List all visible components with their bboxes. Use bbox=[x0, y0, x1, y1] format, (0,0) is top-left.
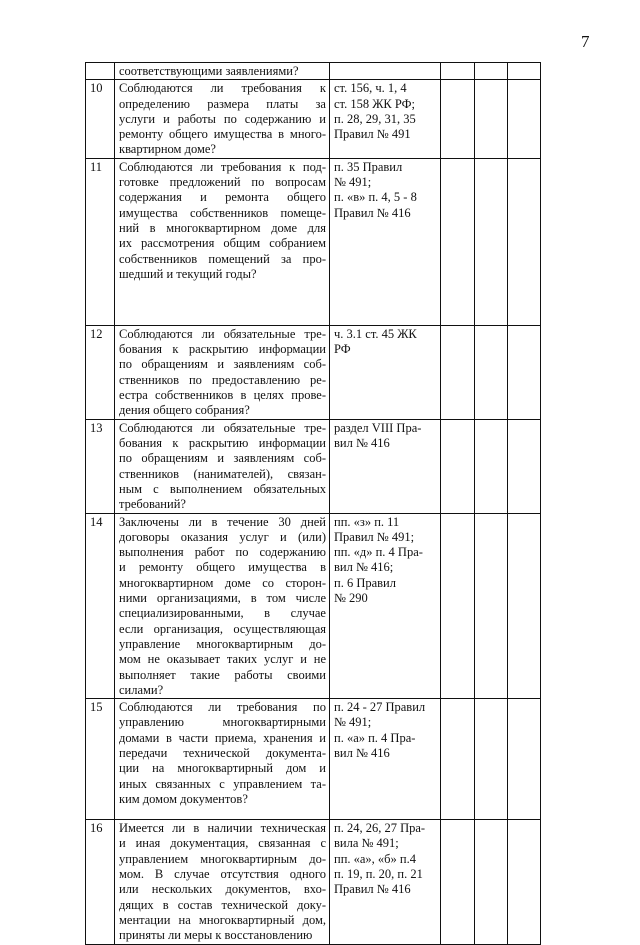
table-row bbox=[86, 325, 541, 419]
question-text-line: управлением многоквартирным до- bbox=[119, 851, 326, 866]
checklist-body bbox=[86, 63, 541, 945]
answer-na-cell bbox=[508, 820, 541, 944]
legal-reference-line: РФ bbox=[334, 342, 351, 357]
legal-reference-line: ст. 158 ЖК РФ; bbox=[334, 96, 415, 111]
question-cell bbox=[115, 158, 330, 325]
legal-reference-line: п. 24 - 27 Правил bbox=[334, 700, 426, 715]
legal-reference-line: вил № 416; bbox=[334, 560, 394, 575]
legal-reference-line: п. «а» п. 4 Пра- bbox=[334, 730, 416, 745]
question-text-line: домами в части приема, хранения и bbox=[119, 730, 326, 745]
answer-no-cell bbox=[475, 699, 508, 820]
question-text-line: по обращениям и заявлениям соб- bbox=[119, 451, 326, 466]
question-text-line: управление многоквартирным до- bbox=[119, 636, 326, 651]
question-text-line: Заключены ли в течение 30 дней bbox=[119, 514, 326, 529]
legal-reference-line: Правил № 416 bbox=[334, 205, 411, 220]
answer-yes-cell bbox=[441, 325, 475, 419]
legal-reference-line: Правил № 491; bbox=[334, 529, 415, 544]
question-text-line: собственников помещений за про- bbox=[119, 251, 326, 266]
answer-no-cell bbox=[475, 80, 508, 158]
row-number-cell bbox=[86, 80, 115, 158]
answer-no-cell bbox=[475, 513, 508, 699]
question-text-line: Соблюдаются ли обязательные тре- bbox=[119, 420, 326, 435]
row-number: 16 bbox=[90, 821, 103, 836]
legal-reference-line: п. 24, 26, 27 Пра- bbox=[334, 821, 426, 836]
question-text-line: Соблюдаются ли требования к под- bbox=[119, 159, 326, 174]
question-text-line: ким домом документов? bbox=[119, 791, 248, 806]
row-number-cell bbox=[86, 513, 115, 699]
legal-reference-cell bbox=[330, 158, 441, 325]
question-text-line: квартирном доме? bbox=[119, 142, 216, 157]
answer-na-cell bbox=[508, 63, 541, 80]
question-text-line: соответствующими заявлениями? bbox=[119, 64, 299, 78]
question-text-line: силами? bbox=[119, 682, 164, 697]
question-cell bbox=[115, 325, 330, 419]
answer-na-cell bbox=[508, 325, 541, 419]
answer-no-cell bbox=[475, 158, 508, 325]
legal-reference-line: п. 28, 29, 31, 35 bbox=[334, 111, 416, 126]
question-text-line: договоры оказания услуг и (или) bbox=[119, 529, 326, 544]
question-text-line: ным с выполнением обязательных bbox=[119, 481, 326, 496]
question-text-line: и ремонту общего имущества в bbox=[119, 560, 326, 575]
legal-reference-line: № 290 bbox=[334, 591, 368, 606]
question-cell bbox=[115, 63, 330, 80]
answer-na-cell bbox=[508, 419, 541, 513]
legal-reference-line: п. «в» п. 4, 5 - 8 bbox=[334, 190, 417, 205]
legal-reference-line: вила № 491; bbox=[334, 836, 399, 851]
question-text-line: ремонту общего имущества в много- bbox=[119, 127, 326, 142]
question-text-line: мом. В случае отсутствия одного bbox=[119, 867, 326, 882]
row-number-cell bbox=[86, 325, 115, 419]
answer-no-cell bbox=[475, 419, 508, 513]
row-number: 14 bbox=[90, 514, 103, 529]
legal-reference-line: Правил № 416 bbox=[334, 882, 411, 897]
legal-reference-cell bbox=[330, 820, 441, 944]
question-text-line: передачи технической документа- bbox=[119, 746, 326, 761]
question-text-line: ментации на многоквартирный дом, bbox=[119, 912, 326, 927]
question-text-line: дящих в состав технической доку- bbox=[119, 897, 326, 912]
question-text-line: дения общего собрания? bbox=[119, 403, 250, 418]
answer-na-cell bbox=[508, 699, 541, 820]
answer-yes-cell bbox=[441, 80, 475, 158]
table-row bbox=[86, 158, 541, 325]
answer-yes-cell bbox=[441, 63, 475, 80]
question-text-line: их рассмотрения общим собранием bbox=[119, 236, 326, 251]
question-cell bbox=[115, 820, 330, 944]
page-number: 7 bbox=[581, 32, 590, 51]
table-row bbox=[86, 699, 541, 820]
question-cell bbox=[115, 80, 330, 158]
question-text-line: бования к раскрытию информации bbox=[119, 436, 326, 451]
row-number: 13 bbox=[90, 420, 103, 435]
question-text-line: содержания и ремонта общего bbox=[119, 190, 326, 205]
question-text-line: имущества собственников помеще- bbox=[119, 205, 326, 220]
legal-reference-cell bbox=[330, 325, 441, 419]
question-text-line: выполнения работ по содержанию bbox=[119, 545, 326, 560]
question-text-line: бования к раскрытию информации bbox=[119, 342, 326, 357]
legal-reference-line: № 491; bbox=[334, 715, 372, 730]
legal-reference-cell bbox=[330, 513, 441, 699]
question-text-line: или нескольких документов, вхо- bbox=[119, 882, 326, 897]
legal-reference-line: пп. «д» п. 4 Пра- bbox=[334, 545, 423, 560]
legal-reference-line: п. 19, п. 20, п. 21 bbox=[334, 867, 423, 882]
legal-reference-cell bbox=[330, 699, 441, 820]
answer-no-cell bbox=[475, 820, 508, 944]
table-row bbox=[86, 820, 541, 944]
question-text-line: Соблюдаются ли обязательные тре- bbox=[119, 326, 326, 341]
legal-reference-line: раздел VIII Пра- bbox=[334, 420, 422, 435]
answer-na-cell bbox=[508, 80, 541, 158]
question-cell bbox=[115, 513, 330, 699]
question-text-line: приняты ли меры к восстановлению bbox=[119, 928, 313, 943]
answer-na-cell bbox=[508, 158, 541, 325]
question-text-line: и иная документация, связанная с bbox=[119, 836, 326, 851]
row-number-cell bbox=[86, 63, 115, 80]
legal-reference-cell bbox=[330, 80, 441, 158]
legal-reference-line: пп. «а», «б» п.4 bbox=[334, 851, 416, 866]
row-number: 12 bbox=[90, 326, 103, 341]
question-text-line: ции на многоквартирный дом и bbox=[119, 761, 326, 776]
answer-yes-cell bbox=[441, 419, 475, 513]
legal-reference-line: п. 35 Правил bbox=[334, 159, 403, 174]
answer-yes-cell bbox=[441, 820, 475, 944]
legal-reference-line: ч. 3.1 ст. 45 ЖК bbox=[334, 326, 417, 341]
question-text-line: иных связанных с управлением та- bbox=[119, 776, 326, 791]
question-text-line: ственников по предоставлению ре- bbox=[119, 372, 326, 387]
answer-na-cell bbox=[508, 513, 541, 699]
table-row bbox=[86, 419, 541, 513]
row-number-cell bbox=[86, 820, 115, 944]
answer-yes-cell bbox=[441, 158, 475, 325]
question-text-line: Имеется ли в наличии техническая bbox=[119, 821, 326, 836]
legal-reference-line: Правил № 491 bbox=[334, 127, 411, 142]
answer-no-cell bbox=[475, 63, 508, 80]
legal-reference-line: вил № 416 bbox=[334, 436, 390, 451]
answer-no-cell bbox=[475, 325, 508, 419]
question-text-line: определению размера платы за bbox=[119, 96, 326, 111]
question-text-line: Соблюдаются ли требования к bbox=[119, 81, 326, 96]
row-number-cell bbox=[86, 419, 115, 513]
question-text-line: ними организациями, в том числе bbox=[119, 591, 326, 606]
question-text-line: управлению многоквартирными bbox=[119, 715, 326, 730]
legal-reference-line: вил № 416 bbox=[334, 746, 390, 761]
row-number-cell bbox=[86, 699, 115, 820]
answer-yes-cell bbox=[441, 699, 475, 820]
legal-reference-line: № 491; bbox=[334, 175, 372, 190]
row-number: 15 bbox=[90, 700, 103, 715]
legal-reference-line: ст. 156, ч. 1, 4 bbox=[334, 81, 407, 96]
question-cell bbox=[115, 419, 330, 513]
legal-reference-line: п. 6 Правил bbox=[334, 575, 396, 590]
question-text-line: ственников (нанимателей), связан- bbox=[119, 466, 326, 481]
question-cell bbox=[115, 699, 330, 820]
question-text-line: естра собственников в целях прове- bbox=[119, 387, 326, 402]
legal-reference-line: пп. «з» п. 11 bbox=[334, 514, 400, 529]
table-row bbox=[86, 513, 541, 699]
question-text-line: мом не оказывает таких услуг и не bbox=[119, 652, 326, 667]
question-text-line: шедший и текущий годы? bbox=[119, 266, 257, 281]
question-text-line: по обращениям и заявлениям соб- bbox=[119, 357, 326, 372]
question-text-line: если организация, осуществляющая bbox=[119, 621, 326, 636]
legal-reference-cell bbox=[330, 63, 441, 80]
question-text-line: ний в многоквартирном доме для bbox=[119, 220, 326, 235]
row-number-cell bbox=[86, 158, 115, 325]
question-text-line: услуги и работы по содержанию и bbox=[119, 111, 326, 126]
question-text-line: специализированными, в случае bbox=[119, 606, 326, 621]
question-text-line: Соблюдаются ли требования по bbox=[119, 700, 326, 715]
question-text-line: требований? bbox=[119, 497, 186, 512]
answer-yes-cell bbox=[441, 513, 475, 699]
legal-reference-cell bbox=[330, 419, 441, 513]
row-number: 11 bbox=[90, 159, 103, 174]
question-text-line: готовке предложений по вопросам bbox=[119, 175, 326, 190]
question-text-line: многоквартирном доме со сторон- bbox=[119, 575, 326, 590]
question-text-line: выполняет такие работы своими bbox=[119, 667, 326, 682]
checklist-table bbox=[85, 62, 541, 945]
table-row bbox=[86, 63, 541, 80]
table-row bbox=[86, 80, 541, 158]
row-number: 10 bbox=[90, 81, 103, 96]
